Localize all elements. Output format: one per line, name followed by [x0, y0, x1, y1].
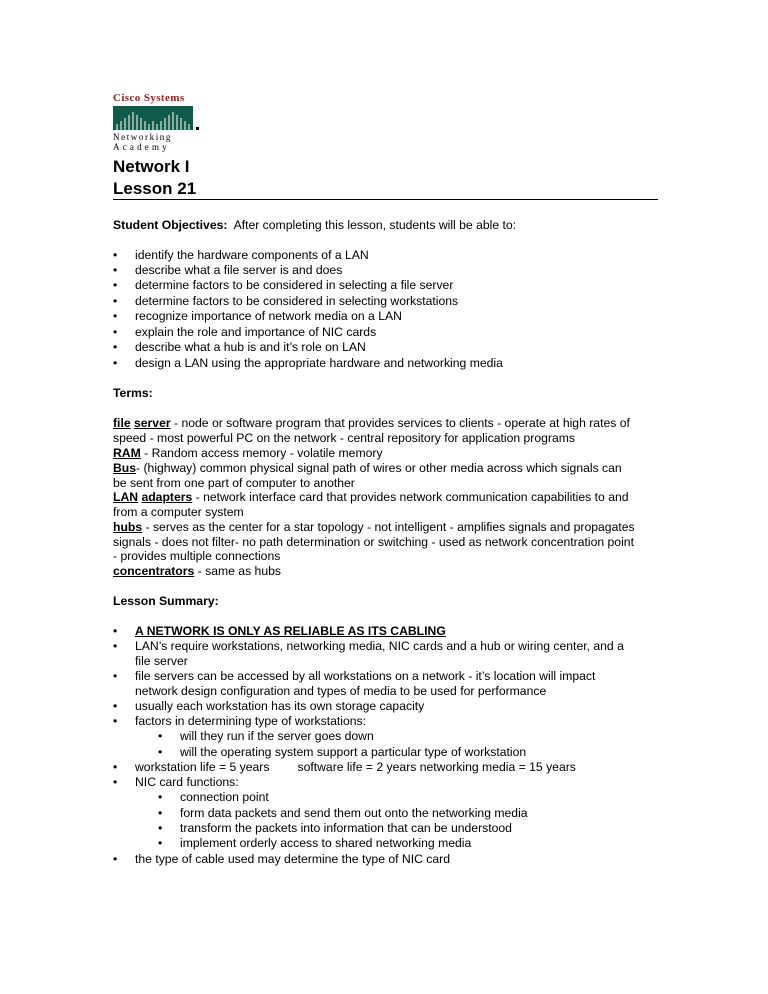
terms-heading: Terms: [113, 386, 153, 400]
term-hubs-cont: - provides multiple connections [113, 549, 281, 563]
bridge-bars-icon [113, 106, 203, 132]
term-ram: RAM - Random access memory - volatile memory [113, 446, 383, 460]
lesson-title: Lesson 21 [113, 179, 197, 198]
logo-line-1: Networking [113, 132, 172, 142]
term-lan-adapters-cont: from a computer system [113, 505, 244, 519]
summary-heading: Lesson Summary: [113, 594, 219, 608]
term-bus: Bus- (highway) common physical signal path of wires or other media across which signals can [113, 461, 622, 475]
term-lan-adapters: LAN adapters - network interface card that provides network communication capabilities to and [113, 490, 629, 504]
term-hubs-cont: signals - does not filter- no path determination or switching - used as network concentration point [113, 535, 634, 549]
term-file-server: file server - node or software program that provides services to clients - operate at high rates of [113, 416, 630, 430]
cisco-networking-academy-logo [113, 92, 203, 158]
logo-line-2: Academy [113, 142, 170, 152]
objectives-intro [113, 218, 516, 233]
logo-brand: Cisco Systems [113, 92, 185, 104]
term-hubs: hubs - serves as the center for a star topology - not intelligent - amplifies signals and propagates [113, 520, 635, 534]
course-title: Network I [113, 157, 190, 176]
term-concentrators: concentrators - same as hubs [113, 564, 281, 578]
objectives-intro-text: After completing this lesson, students will be able to: [233, 218, 517, 232]
document-page: Cisco Systems Networking Academy Network I Lesson 21 Student Objectives: After completing this lesson, students will be able to: • identify the hardware components of a LAN • describe what a file server is and does • determine factors to be considered in selecting a file server • determine factors to be considered in selecting workstations • recognize importance of network media on a LAN • explain the role and importance of NIC cards • describe what a hub is and it’s role on LAN • design a LAN using the appropriate hardware and networking media Terms: file server - node or software program that provides services to clients - operate at high rates of speed - most powerful PC on the network - central repository for application programs RAM - Random access memory - volatile memory Bus- (highway) common physical signal path of wires or other media across which signals can be sent from one part of computer to another LAN adapters - network interface card that provides network communication capabilities to and from a computer system hubs - serves as the center for a star topology - not intelligent - amplifies signals and propagates signals - does not filter- no path determination or switching - used as network concentration point - provides multiple connections concentrators - same as hubs Lesson Summary: • A NETWORK IS ONLY AS RELIABLE AS ITS CABLING • LAN’s require workstations, networking media, NIC cards and a hub or wiring center, and a file server • file servers can be accessed by all workstations on a network - it’s location will impact network design configuration and types of media to be used for performance • usually each workstation has its own storage capacity • factors in determining type of workstations: • will they run if the server goes down • will the operating system support a particular type of workstation • workstation life = 5 years software life = 2 years networking media = 15 years • NIC card functions: • connection point • form data packets and send them out onto the networking media • transform the packets into information that can be understood • implement orderly access to shared networking media • the type of cable used may determine the type of NIC card [0, 0, 768, 994]
term-file-server-cont: speed - most powerful PC on the network - central repository for application programs [113, 431, 575, 445]
title-divider [113, 199, 658, 200]
objectives-label: Student Objectives: [113, 218, 228, 232]
term-bus-cont: be sent from one part of computer to another [113, 476, 355, 490]
